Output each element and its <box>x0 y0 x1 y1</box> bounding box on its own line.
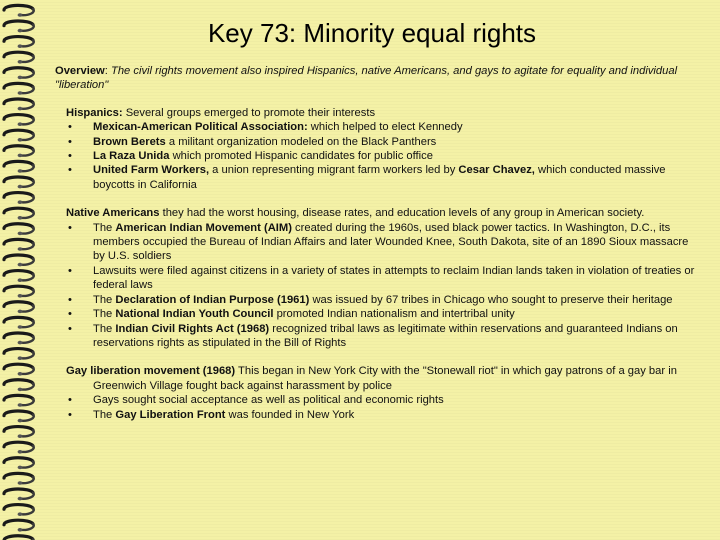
binding-ring <box>4 161 34 172</box>
binding-ring <box>4 115 34 126</box>
list-item: • Mexican-American Political Association: which helped to elect Kennedy <box>66 120 700 134</box>
list-item: • The Indian Civil Rights Act (1968) recognized tribal laws as legitimate within reservations and guaranteed Indians on reservations rights as stipulated in the Bill of Rights <box>66 322 700 351</box>
binding-ring <box>4 177 34 188</box>
binding-ring <box>4 255 34 266</box>
gay-list <box>66 393 700 422</box>
binding-ring <box>4 146 34 157</box>
binding-ring <box>4 208 34 219</box>
binding-ring <box>4 395 34 406</box>
binding-ring <box>4 5 34 16</box>
list-item: • The National Indian Youth Council promoted Indian nationalism and intertribal unity <box>66 307 700 321</box>
binding-ring <box>4 520 34 531</box>
binding-ring <box>4 473 34 484</box>
hispanics-list <box>66 120 700 192</box>
binding-ring <box>4 411 34 422</box>
overview-text: The civil rights movement also inspired Hispanics, native Americans, and gays to agitate for equality and individual "liberation" <box>55 65 678 92</box>
binding-ring <box>4 302 34 313</box>
content <box>55 64 700 422</box>
binding-ring <box>4 349 34 360</box>
gay-label: Gay liberation movement (1968) <box>66 365 236 378</box>
list-item: • Gays sought social acceptance as well as political and economic rights <box>66 393 700 407</box>
binding-ring <box>4 239 34 250</box>
binding-ring <box>4 458 34 469</box>
list-item: • Brown Berets a militant organization modeled on the Black Panthers <box>66 135 700 149</box>
binding-ring <box>4 317 34 328</box>
binding-ring <box>4 271 34 282</box>
binding-ring <box>4 68 34 79</box>
list-item: • La Raza Unida which promoted Hispanic candidates for public office <box>66 149 700 163</box>
binding-ring <box>4 99 34 110</box>
hispanics-section <box>66 106 700 192</box>
native-intro: they had the worst housing, disease rates, and education levels of any group in American society. <box>159 207 645 220</box>
binding-ring <box>4 536 34 540</box>
binding-ring <box>4 130 34 141</box>
binding-ring <box>4 380 34 391</box>
list-item: • United Farm Workers, a union representing migrant farm workers led by Cesar Chavez, which conducted massive boycotts in California <box>66 163 700 192</box>
binding-ring <box>4 286 34 297</box>
binding-ring <box>4 193 34 204</box>
binding-ring <box>4 505 34 516</box>
native-list <box>66 221 700 351</box>
list-item: • The American Indian Movement (AIM) created during the 1960s, used black power tactics. In Washington, D.C., its members occupied the Bureau of Indian Affairs and later Wounded Knee, South Dakota, site of an 1890 Sioux massacre by U.S. soldiers <box>66 221 700 264</box>
overview-label: Overview <box>55 65 105 77</box>
hispanics-label: Hispanics: <box>66 106 123 119</box>
binding-ring <box>4 333 34 344</box>
hispanics-intro: Several groups emerged to promote their interests <box>125 106 376 119</box>
hispanics-heading <box>66 106 700 120</box>
native-americans-section <box>66 206 700 350</box>
native-heading <box>66 206 700 220</box>
page-title: Key 73: Minority equal rights <box>207 18 537 48</box>
spiral-binding-graphic <box>0 0 40 540</box>
list-item: • Lawsuits were filed against citizens in a variety of states in attempts to reclaim Indian lands taken in violation of treaties or federal laws <box>66 264 700 293</box>
gay-liberation-section <box>66 364 700 422</box>
binding-ring <box>4 489 34 500</box>
gay-intro: This began in New York City with the "Stonewall riot" in which gay patrons of a gay bar in Greenwich Village fought back against harassment by police <box>93 365 677 392</box>
binding-ring <box>4 83 34 94</box>
list-item: • The Gay Liberation Front was founded in New York <box>66 408 700 422</box>
binding-ring <box>4 442 34 453</box>
binding-ring <box>4 364 34 375</box>
binding-ring <box>4 224 34 235</box>
binding-ring <box>4 427 34 438</box>
binding-ring <box>4 52 34 63</box>
native-label: Native Americans <box>66 207 160 220</box>
list-item: • The Declaration of Indian Purpose (1961) was issued by 67 tribes in Chicago who sought to preserve their heritage <box>66 293 700 307</box>
gay-heading <box>66 364 700 393</box>
notebook-binding <box>0 0 40 540</box>
overview: Overview: The civil rights movement also inspired Hispanics, native Americans, and gays to agitate for equality and individual "liberation" <box>55 65 678 92</box>
